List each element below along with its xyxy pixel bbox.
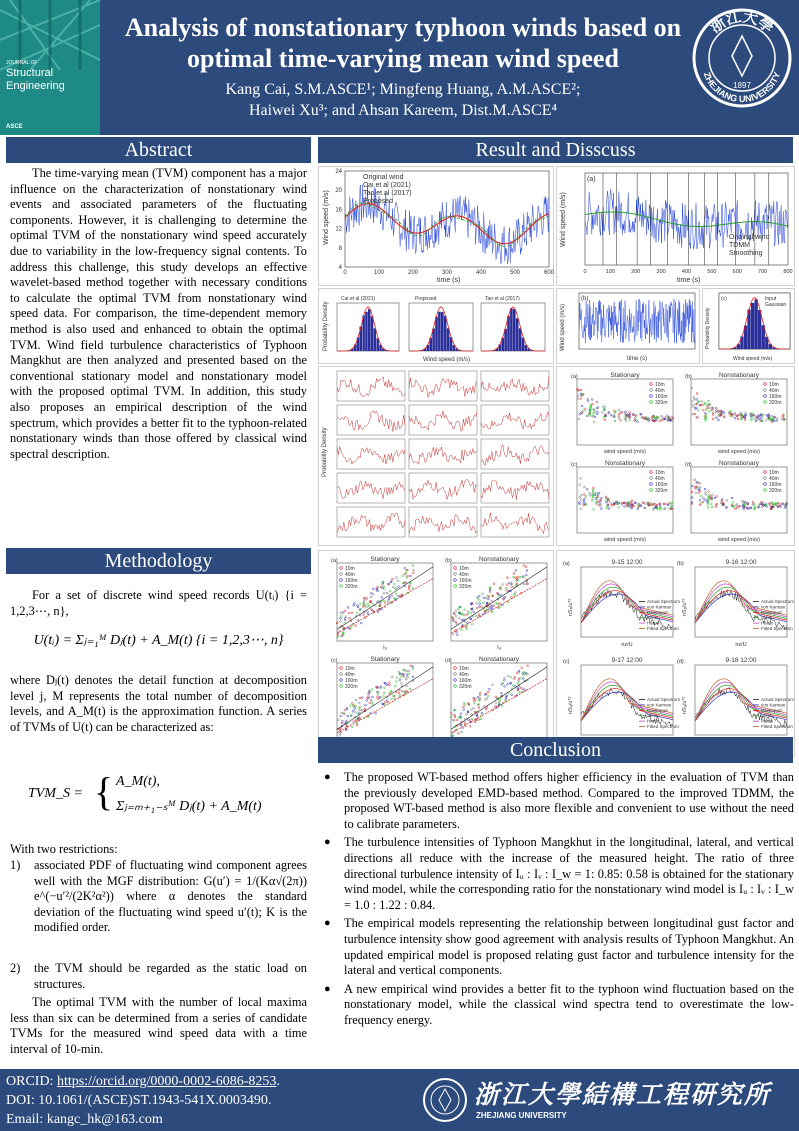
authors-line-1: Kang Cai, S.M.ASCE¹; Mingfeng Huang, A.M.ASCE²; [225, 81, 581, 98]
f2-xtick: 200 [631, 269, 641, 275]
conclusion-heading: Conclusion [318, 737, 793, 763]
f1-ylabel: Wind speed (m/s) [323, 190, 330, 245]
scatter-panel-label: (a) [331, 558, 338, 564]
f1-legend-1: Original wind [363, 174, 404, 181]
scatter-panel [685, 460, 788, 543]
hist-bar [368, 309, 371, 351]
authors [108, 79, 698, 121]
hist-bar [513, 309, 516, 351]
scatter-title: Nonstationary [478, 556, 520, 563]
spectrum-legend-label: Fitted Spectrum [647, 724, 679, 729]
f2-xlabel: time (s) [677, 277, 701, 284]
legend-label: 320m [459, 584, 472, 590]
abstract-heading: Abstract [6, 137, 311, 163]
hist-bar [751, 303, 754, 349]
legend-label: 40m [769, 476, 779, 482]
university-seal-logo [690, 6, 794, 110]
spectrum-legend-label: Fitted Spectrum [647, 626, 679, 631]
hist-bar [755, 299, 758, 349]
orcid-end: . [276, 1074, 280, 1089]
pdf-comparison-plot [319, 289, 553, 363]
scatter-xlabel: wind speed (m/s) [718, 537, 760, 543]
legend-label: 160m [459, 678, 472, 684]
small-plot-frame [337, 405, 405, 435]
turbulence-intensity-plot [319, 551, 553, 756]
pdf-grid-plot [319, 367, 553, 545]
legend-label: 160m [769, 394, 782, 400]
f5-legend-1: Input [765, 296, 777, 302]
scatter-title: Stationary [610, 372, 640, 379]
legend-label: 160m [345, 578, 358, 584]
spectrum-panel-label: (c) [563, 659, 570, 665]
hist-bar [435, 317, 438, 351]
legend-label: 10m [345, 666, 355, 672]
f2-xtick: 800 [783, 269, 793, 275]
scatter-title: Stationary [370, 556, 400, 563]
spectrum-title: 9-17 12:00 [611, 657, 643, 664]
spectrum-legend-label: Harris [647, 718, 659, 724]
legend-label: 40m [345, 672, 355, 678]
figure-fluctuating-wind [556, 288, 700, 364]
spectrum-legend-label: Fitted Spectrum [761, 724, 793, 729]
legend-label: 320m [769, 400, 782, 406]
legend-label: 10m [459, 666, 469, 672]
tvm-brace: { [94, 769, 114, 814]
pdf-hist-3 [481, 303, 545, 351]
legend-label: 160m [655, 482, 668, 488]
gust-factor-plot [557, 367, 794, 545]
cover-publisher: ASCE [6, 124, 23, 130]
conclusion-item-1: ● The proposed WT-based method offers higher efficiency in the evaluation of TVM than the previously developed EMD-based method. Compared to the improved TDMM, the proposed WT-based method is also more flexible and convenient to use without the need to calibrate parameters. [322, 770, 794, 832]
spectrum-legend-label: Davenport [647, 707, 668, 713]
title-line-2: optimal time-varying mean wind speed [187, 44, 619, 73]
hist-bar [516, 318, 519, 351]
f5-ylabel: Probability Density [705, 307, 711, 349]
figure-pdf-comparison [318, 288, 554, 364]
footer-seal-icon [422, 1077, 468, 1123]
scatter-panel-label: (d) [685, 462, 692, 468]
legend-label: 320m [769, 488, 782, 494]
f1-xtick: 300 [441, 270, 453, 276]
spectrum-legend-label: Actual Spectrum [761, 599, 795, 604]
legend-label: 40m [345, 572, 355, 578]
spectrum-ylabel: nSᵤ/u*² [568, 598, 574, 616]
footer-university-name: ZHEJIANG UNIVERSITY [476, 1111, 567, 1120]
f1-xtick: 200 [407, 270, 419, 276]
scatter-panel [685, 372, 787, 455]
small-plot-frame [481, 405, 549, 435]
f3-ylabel: Probability Density [323, 301, 329, 351]
wind-spectra-plot [557, 551, 794, 756]
spectrum-legend-label: Davenport [761, 707, 782, 713]
small-plot-frame [409, 371, 477, 401]
doi-line: DOI: 10.1061/(ASCE)ST.1943-541X.0003490. [6, 1093, 272, 1108]
hist-bar [758, 310, 761, 349]
f2-xtick: 500 [707, 269, 717, 275]
title-line-1: Analysis of nonstationary typhoon winds based on [124, 13, 682, 42]
restriction-1-number: 1) [10, 858, 21, 872]
scatter-title: Nonstationary [478, 656, 520, 663]
orcid-label: ORCID: [6, 1074, 57, 1089]
scatter-panel-label: (c) [571, 462, 578, 468]
legend-label: 10m [655, 470, 665, 476]
small-plot-frame [409, 507, 477, 537]
methodology-conclusion: The optimal TVM with the number of local maxima less than six can be determined from a series of candidate TVMs for the measured wind speed data with a time interval of 10-min. [10, 995, 307, 1056]
spectrum-legend-label: Simiu [761, 615, 773, 621]
hist-bar [441, 312, 444, 351]
scatter-title: Nonstationary [718, 372, 760, 379]
f1-ytick: 12 [335, 226, 342, 233]
seal-chinese-name: 浙江大學 [706, 7, 778, 37]
spectrum-legend-label: Simiu [647, 713, 659, 719]
spectrum-panel [563, 559, 680, 648]
fluctuating-wind-plot [557, 289, 699, 363]
spectrum-ylabel: nSᵤ/u*² [682, 696, 688, 714]
f1-legend-3: Tao et al (2017) [363, 190, 412, 197]
legend-label: 10m [769, 382, 779, 388]
small-plot-frame [337, 507, 405, 537]
f2-legend-3: Smoothing [729, 250, 763, 257]
poster-title [108, 12, 698, 74]
figure-gust-factor [556, 366, 795, 546]
spectrum-legend-label: von Karman [761, 702, 786, 708]
f1-ytick: 20 [335, 188, 342, 195]
legend-label: 160m [345, 678, 358, 684]
hist-bar [447, 328, 450, 351]
spectrum-panel [677, 559, 794, 648]
spectrum-legend-label: Davenport [647, 609, 668, 615]
hist-bar [510, 308, 513, 351]
f1-xtick: 400 [475, 270, 487, 276]
restriction-1-text: associated PDF of fluctuating wind component agrees well with the MGF distribution: G(u′) = 1/(Kα√(2π)) e^(−u′²/(2K²α²)) where α denotes the standard deviation of the fluctuating wind speed u′(t); K is the modified order. [34, 858, 307, 935]
scatter-xlabel: wind speed (m/s) [604, 449, 646, 455]
f5-panel: (c) [721, 296, 727, 302]
f3-legend-2: Proposed [415, 296, 437, 302]
hist-bar [371, 316, 374, 351]
scatter-title: Stationary [370, 656, 400, 663]
legend-label: 10m [345, 566, 355, 572]
f3-xlabel: Wind speed (m/s) [423, 357, 471, 363]
figure-gaussian-pdf [702, 288, 795, 364]
tdmm-plot [557, 167, 794, 285]
legend-label: 10m [769, 470, 779, 476]
conclusion-list [322, 770, 794, 1032]
legend-label: 320m [345, 584, 358, 590]
small-plot-frame [481, 371, 549, 401]
footer-banner [0, 1069, 799, 1131]
spectrum-legend-label: Simiu [647, 615, 659, 621]
spectrum-legend-label: Simiu [761, 713, 773, 719]
f2-ylabel: Wind speed (m/s) [560, 192, 567, 247]
orcid-link[interactable]: https://orcid.org/0000-0002-6086-8253 [56, 1074, 277, 1089]
cover-structural: Structural [6, 67, 54, 79]
restriction-2-text: the TVM should be regarded as the static load on structures. [34, 961, 307, 991]
spectrum-panel [677, 657, 794, 746]
f1-ytick: 8 [338, 245, 342, 252]
scatter-panel [571, 460, 673, 543]
spectrum-legend-label: Actual Spectrum [761, 697, 795, 702]
spectrum-legend-label: Fitted Spectrum [761, 626, 793, 631]
tvm-case-2: Σⱼ₌ₘ₊₁₋ₛᴹ Dⱼ(t) + A_M(t) [116, 799, 262, 814]
f1-ytick: 16 [335, 207, 342, 214]
f2-xtick: 600 [732, 269, 742, 275]
spectrum-title: 9-15 12:00 [611, 559, 643, 566]
methodology-heading: Methodology [6, 548, 311, 574]
tvm-comparison-plot [319, 167, 553, 285]
figure-turbulence-intensity [318, 550, 554, 757]
spectrum-ylabel: nSᵤ/u*² [682, 598, 688, 616]
conclusion-item-3: ● The empirical models representing the relationship between longitudinal gust factor and turbulence intensity show good agreement with analysis results of Typhoon Mangkhut. An updated empirical model is proposed relating gust factor and turbulence intensity for the lateral and vertical components. [322, 916, 794, 978]
legend-label: 40m [655, 476, 665, 482]
f4-ylabel: Wind speed (m/s) [560, 303, 566, 351]
f2-xtick: 700 [758, 269, 768, 275]
figure-pdf-grid [318, 366, 554, 546]
scatter-xlabel: Iᵤ [497, 645, 501, 651]
spectrum-panel-label: (b) [677, 561, 684, 567]
spectrum-legend-label: Actual Spectrum [647, 599, 681, 604]
conclusion-item-2: ● The turbulence intensities of Typhoon Mangkhut in the longitudinal, lateral, and vertical directions all reduce with the increase of the measured height. The ratio of three directional turbulence intensity of Iᵤ : Iᵥ : I_w = 1: 0.85: 0.58 is obtained for the stationary wind model, while the corresponding ratio for the nonstationary wind model is Iᵤ : Iᵥ : I_w = 1.0 : 1.22 : 0.84. [322, 835, 794, 913]
scatter-panel-label: (b) [445, 558, 452, 564]
conclusion-item-4: ● A new empirical wind provides a better fit to the typhoon wind fluctuation based on the nonstationary model, while the classical wind spectra tend to overestimate the low-frequency energy. [322, 982, 794, 1029]
email-line: Email: kangc_hk@163.com [6, 1112, 163, 1127]
spectrum-legend-label: Actual Spectrum [647, 697, 681, 702]
small-plot-frame [409, 473, 477, 503]
figure-tdmm [556, 166, 795, 286]
f1-xtick: 100 [373, 270, 385, 276]
scatter-panel [331, 556, 433, 651]
restrictions-intro: With two restrictions: [10, 842, 118, 856]
scatter-panel-label: (c) [331, 658, 338, 664]
spectrum-ylabel: nSᵤ/u*² [568, 696, 574, 714]
spectrum-title: 9-16 12:00 [725, 559, 757, 566]
f2-xtick: 0 [583, 269, 587, 275]
footer-institute-name: 浙江大學結構工程研究所 [474, 1080, 772, 1109]
orcid-line [6, 1073, 280, 1091]
scatter-title: Nonstationary [718, 460, 760, 467]
spectrum-panel-label: (d) [677, 659, 684, 665]
spectrum-panel-label: (a) [563, 561, 570, 567]
pdf-hist-2 [409, 303, 473, 351]
f1-xlabel: time (s) [437, 277, 461, 284]
f4-xlabel: time (s) [627, 356, 647, 362]
f2-legend-1: Original wind [729, 234, 770, 241]
legend-label: 320m [345, 684, 358, 690]
f1-xtick: 600 [543, 270, 555, 276]
f2-xtick: 100 [605, 269, 615, 275]
f2-legend-2: TDMM [729, 242, 750, 249]
spectrum-legend-label: Harris [761, 718, 773, 724]
f2-xtick: 400 [681, 269, 692, 275]
hist-bar [504, 329, 507, 351]
legend-label: 160m [769, 482, 782, 488]
spectrum-title: 9-18 12:00 [725, 657, 757, 664]
seal-year: 1897 [733, 81, 751, 90]
restriction-2-number: 2) [10, 961, 21, 975]
hist-bar [438, 312, 441, 351]
scatter-panel [445, 556, 547, 651]
legend-label: 160m [655, 394, 668, 400]
spectrum-legend-label: von Karman [761, 604, 786, 610]
spectrum-legend-label: Harris [761, 620, 773, 626]
hist-bar [444, 316, 447, 351]
small-plot-frame [481, 439, 549, 469]
gaussian-pdf-plot [703, 289, 794, 363]
spectrum-legend-label: von Karman [647, 702, 672, 708]
cover-journal-of: JOURNAL OF [6, 60, 38, 66]
tvm-case-1: A_M(t), [116, 774, 160, 789]
results-heading: Result and Disscuss [318, 137, 793, 163]
f1-xtick: 500 [509, 270, 521, 276]
hist-bar [519, 328, 522, 351]
figure-wind-spectra [556, 550, 795, 757]
equation-tvm [28, 770, 308, 820]
legend-label: 320m [655, 400, 668, 406]
legend-label: 40m [459, 572, 469, 578]
authors-line-2: Haiwei Xu³; and Ahsan Kareem, Dist.M.ASCE⁴ [248, 102, 558, 119]
scatter-xlabel: wind speed (m/s) [718, 449, 760, 455]
pdf-hist-1 [337, 303, 399, 351]
spectrum-legend-label: Davenport [761, 609, 782, 615]
f3-legend-3: Tao et al (2017) [485, 296, 520, 302]
f1-xtick: 0 [343, 270, 347, 276]
scatter-xlabel: wind speed (m/s) [604, 537, 646, 543]
legend-label: 10m [655, 382, 665, 388]
small-plot-frame [337, 473, 405, 503]
hist-bar [507, 316, 510, 351]
f1-legend-4: Proposed [363, 198, 393, 205]
f1-legend-2: Cai et al (2021) [363, 182, 411, 189]
legend-label: 40m [459, 672, 469, 678]
scatter-panel-label: (b) [685, 374, 692, 380]
figure-tvm-comparison [318, 166, 554, 286]
f5-legend-2: Gaussian [765, 302, 787, 308]
hist-bar [374, 328, 377, 351]
hist-bar [365, 312, 368, 351]
cover-engineering: Engineering [6, 80, 65, 92]
spectrum-xlabel: nz/U [621, 642, 633, 648]
legend-label: 40m [655, 388, 665, 394]
spectrum-xlabel: nz/U [735, 642, 747, 648]
legend-label: 160m [459, 578, 472, 584]
f1-ytick: 4 [338, 265, 342, 271]
legend-label: 10m [459, 566, 469, 572]
spectrum-legend-label: von Karman [647, 604, 672, 610]
scatter-panel [571, 372, 674, 455]
journal-cover-art [0, 0, 100, 135]
f1-ytick: 24 [335, 169, 342, 175]
f2-panel: (a) [587, 176, 596, 183]
spectrum-panel [563, 657, 680, 746]
scatter-xlabel: Iᵤ [383, 645, 387, 651]
legend-label: 320m [459, 684, 472, 690]
journal-cover [0, 0, 100, 135]
legend-label: 320m [655, 488, 668, 494]
seal-english-name: ZHEJIANG UNIVERSITY [701, 70, 783, 105]
f4-panel: (b) [581, 296, 589, 302]
f3-legend-1: Cai et al (2021) [341, 296, 376, 302]
f2-xtick: 300 [656, 269, 666, 275]
abstract-text: The time-varying mean (TVM) component has a major influence on the characterization of nonstationary wind events and associated parameters of the fluctuating components. However, it is challenging to determine the optimal TVM of the nonstationary wind speed accurately due to variability in the low-frequency signal contents. To address this challenge, this study develops an effective wavelet-based method together with necessary conditions to calculate the optimal TVM from nonstationary wind speed data. For comparison, the time-dependent memory method is also used and enhanced to obtain the optimal TVM. Wind field turbulence characteristics of Typhoon Mangkhut are then analyzed and presented based on the conventional stationary model and nonstationary model with the proposed optimal TVM. In addition, this study also proposes an empirical description of the wind spectrum, which provides a better fit to the typhoon-related nonstationary winds than those offered by classical wind spectral description. [10, 166, 307, 461]
scatter-title: Nonstationary [604, 460, 646, 467]
tvm-lhs: TVM_S = [28, 786, 83, 801]
equation-decomposition: U(tᵢ) = Σⱼ₌₁ᴹ Dⱼ(t) + A_M(t) {i = 1,2,3⋯, n} [33, 633, 284, 648]
methodology-definitions: where Dⱼ(t) denotes the detail function at decomposition level j, M represents the total number of decomposition levels, and A_M(t) is the approximation function. A series of TVMs of U(t) can be characterized as: [10, 673, 307, 734]
methodology-intro: For a set of discrete wind speed records U(tᵢ) {i = 1,2,3⋯, n}, [10, 588, 307, 618]
legend-label: 40m [769, 388, 779, 394]
scatter-panel-label: (a) [571, 374, 578, 380]
f5-xlabel: Wind speed (m/s) [733, 356, 773, 362]
f6-ylabel: Probability Density [322, 427, 328, 477]
scatter-panel-label: (d) [445, 658, 452, 664]
spectrum-legend-label: Harris [647, 620, 659, 626]
